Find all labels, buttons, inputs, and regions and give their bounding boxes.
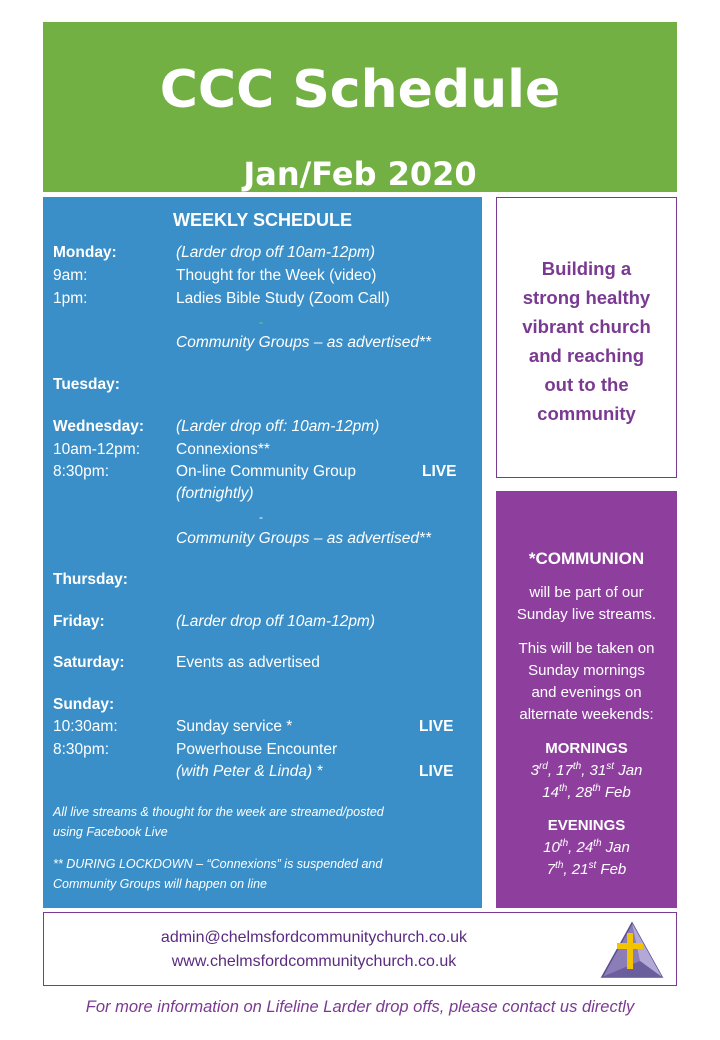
note-lockdown-line1: ** DURING LOCKDOWN – “Connexions” is suspended and [53, 857, 383, 871]
note-lockdown-line2: Community Groups will happen on line [53, 877, 267, 891]
mission-line: community [537, 403, 636, 424]
wednesday-dash: - [259, 510, 263, 524]
monday-slot1-desc: Thought for the Week (video) [176, 267, 377, 284]
monday-groups: Community Groups – as advertised** [176, 334, 432, 351]
wednesday-label: Wednesday: [53, 418, 145, 435]
monday-slot2-time: 1pm: [53, 290, 88, 307]
mornings-heading: MORNINGS [545, 740, 628, 757]
wednesday-larder: (Larder drop off: 10am-12pm) [176, 418, 380, 435]
saturday-desc: Events as advertised [176, 654, 320, 671]
page-subtitle: Jan/Feb 2020 [243, 155, 477, 193]
note-streams-line2: using Facebook Live [53, 825, 168, 839]
wednesday-fortnightly: (fortnightly) [176, 485, 254, 502]
mission-box [496, 197, 677, 478]
communion-text: and evenings on [531, 684, 642, 701]
mission-line: and reaching [528, 345, 645, 366]
communion-text: Sunday mornings [528, 662, 645, 679]
mission-line: out to the [544, 374, 629, 395]
website-link[interactable]: www.chelmsfordcommunitychurch.co.uk [171, 953, 457, 970]
communion-panel [496, 491, 677, 908]
mornings-feb-dates: 14th, 28th Feb [542, 783, 631, 801]
weekly-schedule-title: WEEKLY SCHEDULE [172, 210, 353, 230]
footer-note: For more information on Lifeline Larder drop offs, please contact us directly [85, 998, 635, 1016]
evenings-heading: EVENINGS [547, 817, 626, 834]
communion-text: alternate weekends: [519, 706, 654, 723]
evenings-jan-dates: 10th, 24th Jan [543, 838, 630, 856]
mission-line: strong healthy [522, 287, 651, 308]
sunday-slot1-live-badge: LIVE [419, 718, 454, 735]
sunday-slot2-sub: (with Peter & Linda) * [176, 763, 323, 780]
friday-larder: (Larder drop off 10am-12pm) [176, 613, 376, 630]
mornings-jan-dates: 3rd, 17th, 31st Jan [530, 761, 643, 779]
sunday-slot2-live-badge: LIVE [419, 763, 454, 780]
church-logo-icon [600, 921, 664, 981]
contact-box [43, 912, 677, 986]
email-link[interactable]: admin@chelmsfordcommunitychurch.co.uk [160, 929, 468, 946]
sunday-label: Sunday: [53, 696, 115, 713]
sunday-slot2-desc: Powerhouse Encounter [176, 741, 338, 758]
monday-label: Monday: [53, 244, 117, 261]
sunday-slot1-time: 10:30am: [53, 718, 118, 735]
wednesday-slot2-time: 8:30pm: [53, 463, 110, 480]
page-title: CCC Schedule [159, 60, 561, 120]
monday-larder: (Larder drop off 10am-12pm) [176, 244, 376, 261]
communion-title: *COMMUNION [528, 549, 645, 568]
saturday-label: Saturday: [53, 654, 125, 671]
communion-text: This will be taken on [518, 640, 655, 657]
sunday-slot2-time: 8:30pm: [53, 741, 110, 758]
wednesday-slot1-time: 10am-12pm: [53, 441, 141, 458]
weekly-schedule-panel [43, 197, 482, 908]
evenings-feb-dates: 7th, 21st Feb [546, 860, 627, 878]
mission-line: Building a [541, 258, 632, 279]
communion-text: Sunday live streams. [516, 606, 657, 623]
wednesday-slot2-desc: On-line Community Group [176, 463, 357, 480]
header-banner [43, 22, 677, 192]
mission-line: vibrant church [522, 316, 651, 337]
monday-dash: - [259, 315, 263, 329]
sunday-slot1-desc: Sunday service * [176, 718, 293, 735]
note-streams-line1: All live streams & thought for the week are streamed/posted [53, 805, 384, 819]
monday-slot1-time: 9am: [53, 267, 88, 284]
thursday-label: Thursday: [53, 571, 128, 588]
tuesday-label: Tuesday: [53, 376, 120, 393]
communion-text: will be part of our [529, 584, 644, 601]
wednesday-slot1-desc: Connexions** [176, 441, 270, 458]
wednesday-live-badge: LIVE [422, 463, 457, 480]
wednesday-groups: Community Groups – as advertised** [176, 530, 432, 547]
monday-slot2-desc: Ladies Bible Study (Zoom Call) [176, 290, 390, 307]
friday-label: Friday: [53, 613, 105, 630]
mission-statement [497, 254, 676, 428]
